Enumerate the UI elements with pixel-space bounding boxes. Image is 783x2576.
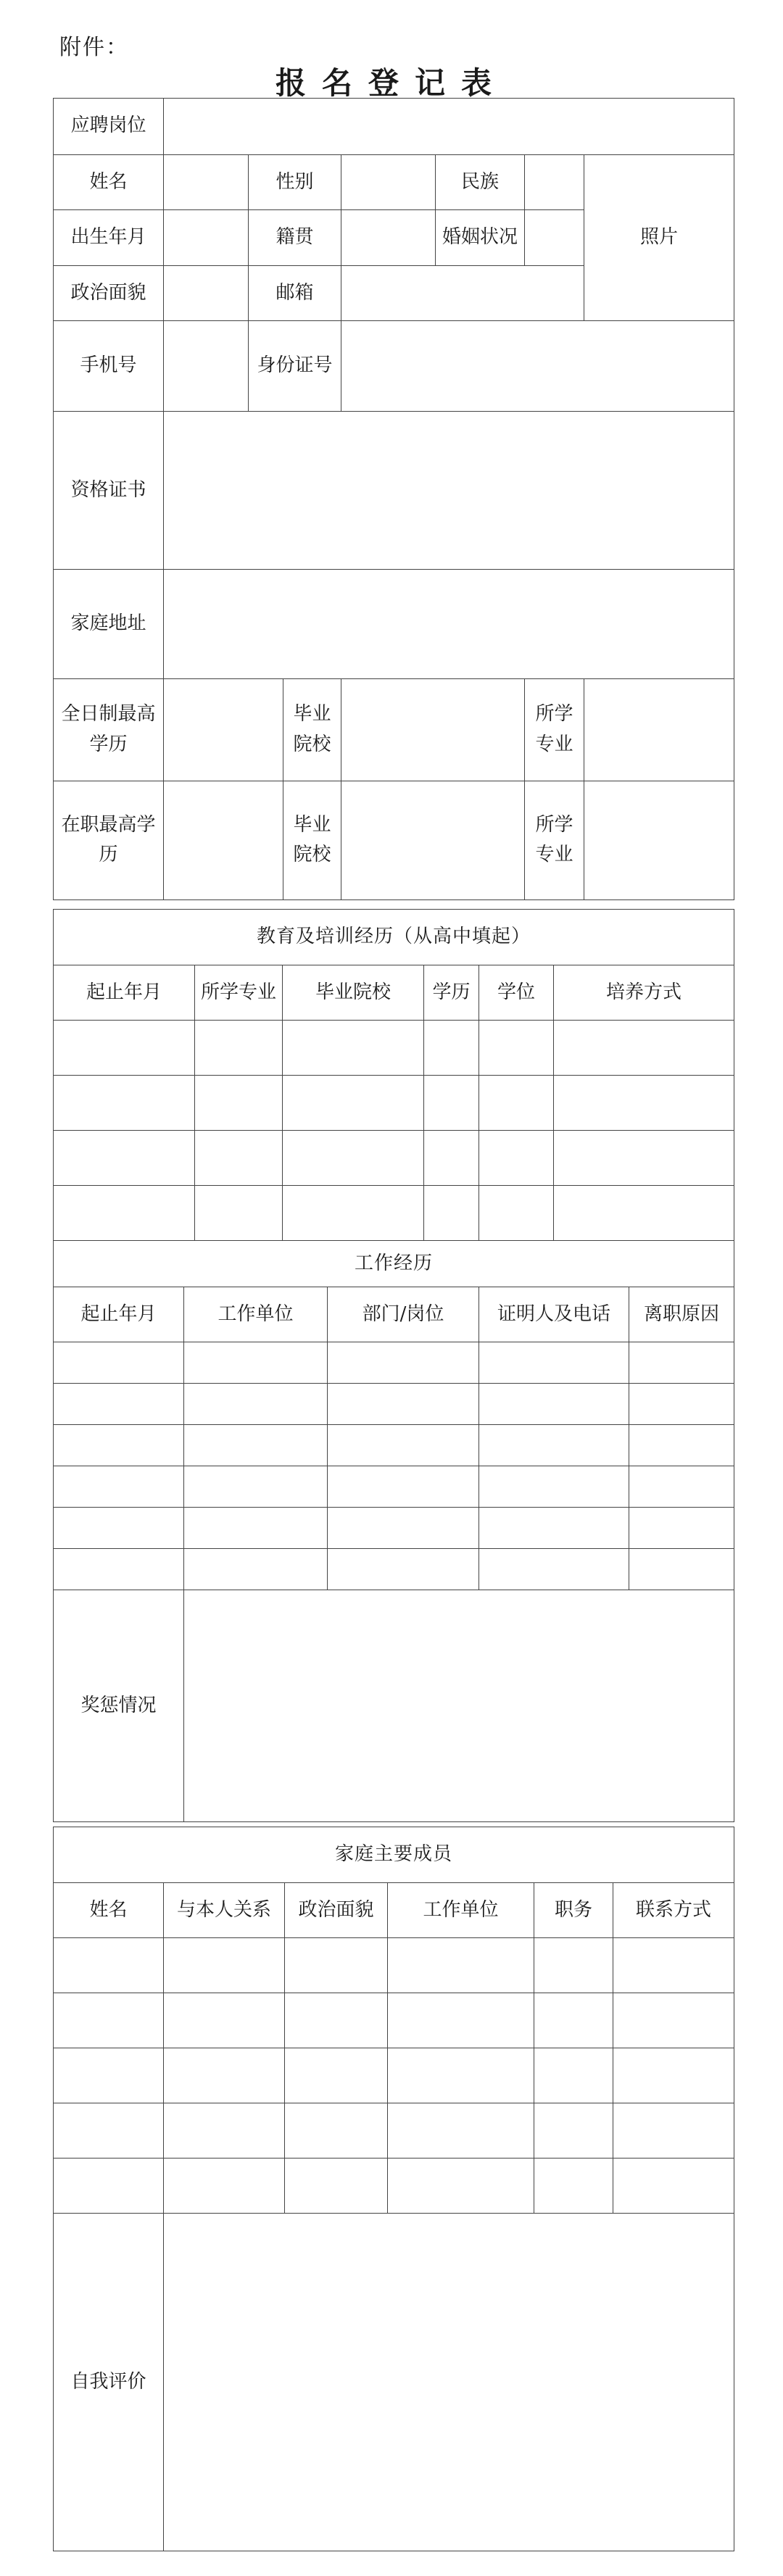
fulltime-major-label: 所学专业 — [525, 678, 584, 781]
edu-cell[interactable] — [424, 1186, 479, 1241]
qualification-field[interactable] — [164, 412, 734, 570]
native-place-field[interactable] — [341, 210, 436, 266]
family-row — [54, 1993, 734, 2048]
work-cell[interactable] — [54, 1425, 184, 1466]
qualification-label: 资格证书 — [54, 412, 164, 570]
work-row — [54, 1384, 734, 1425]
family-cell[interactable] — [613, 2159, 734, 2214]
work-cell[interactable] — [54, 1549, 184, 1590]
work-row — [54, 1549, 734, 1590]
edu-cell[interactable] — [554, 1131, 734, 1186]
basic-info-table — [53, 98, 734, 900]
family-row — [54, 2048, 734, 2103]
edu-col-degree: 学位 — [479, 965, 554, 1021]
work-cell[interactable] — [479, 1342, 629, 1384]
family-cell[interactable] — [164, 2048, 285, 2103]
family-cell[interactable] — [388, 2048, 534, 2103]
family-cell[interactable] — [534, 2048, 613, 2103]
work-cell[interactable] — [184, 1466, 328, 1508]
fulltime-school-field[interactable] — [341, 678, 525, 781]
edu-cell[interactable] — [479, 1186, 554, 1241]
edu-col-degree-level: 学历 — [424, 965, 479, 1021]
family-cell[interactable] — [54, 2159, 164, 2214]
edu-cell[interactable] — [554, 1021, 734, 1076]
fulltime-edu-label: 全日制最高学历 — [54, 678, 164, 781]
work-cell[interactable] — [54, 1508, 184, 1549]
family-col-name: 姓名 — [54, 1883, 164, 1938]
phone-field[interactable] — [164, 321, 249, 412]
family-cell[interactable] — [285, 1938, 388, 1993]
work-cell[interactable] — [54, 1466, 184, 1508]
work-cell[interactable] — [328, 1466, 479, 1508]
family-cell[interactable] — [388, 1993, 534, 2048]
work-row — [54, 1508, 734, 1549]
rewards-field[interactable] — [184, 1590, 734, 1822]
family-cell[interactable] — [54, 2103, 164, 2159]
work-col-reference: 证明人及电话 — [479, 1287, 629, 1342]
family-row — [54, 1938, 734, 1993]
family-cell[interactable] — [285, 2048, 388, 2103]
position-field[interactable] — [164, 99, 734, 155]
family-cell[interactable] — [534, 1938, 613, 1993]
phone-label: 手机号 — [54, 321, 164, 412]
work-cell[interactable] — [184, 1342, 328, 1384]
work-row — [54, 1425, 734, 1466]
education-row — [54, 1186, 734, 1241]
work-col-dept: 部门/岗位 — [328, 1287, 479, 1342]
family-cell[interactable] — [613, 1938, 734, 1993]
work-cell[interactable] — [328, 1425, 479, 1466]
work-cell[interactable] — [54, 1342, 184, 1384]
work-cell[interactable] — [184, 1425, 328, 1466]
family-cell[interactable] — [54, 1993, 164, 2048]
edu-cell[interactable] — [554, 1186, 734, 1241]
edu-cell[interactable] — [283, 1131, 424, 1186]
edu-cell[interactable] — [54, 1021, 195, 1076]
edu-col-major: 所学专业 — [195, 965, 283, 1021]
work-cell[interactable] — [479, 1384, 629, 1425]
birth-field[interactable] — [164, 210, 249, 266]
parttime-edu-field[interactable] — [164, 781, 283, 899]
address-field[interactable] — [164, 569, 734, 678]
parttime-school-field[interactable] — [341, 781, 525, 899]
family-row — [54, 2103, 734, 2159]
family-col-relation: 与本人关系 — [164, 1883, 285, 1938]
work-cell[interactable] — [479, 1549, 629, 1590]
gender-field[interactable] — [341, 154, 436, 210]
name-field[interactable] — [164, 154, 249, 210]
work-cell[interactable] — [328, 1549, 479, 1590]
rewards-label: 奖惩情况 — [54, 1590, 184, 1822]
family-cell[interactable] — [534, 2159, 613, 2214]
work-cell[interactable] — [479, 1466, 629, 1508]
work-cell[interactable] — [629, 1549, 734, 1590]
edu-col-school: 毕业院校 — [283, 965, 424, 1021]
work-cell[interactable] — [629, 1342, 734, 1384]
work-cell[interactable] — [184, 1508, 328, 1549]
parttime-major-label: 所学专业 — [525, 781, 584, 899]
edu-cell[interactable] — [479, 1076, 554, 1131]
fulltime-school-label: 毕业院校 — [283, 678, 341, 781]
work-cell[interactable] — [328, 1508, 479, 1549]
history-table — [53, 909, 734, 1822]
work-cell[interactable] — [184, 1549, 328, 1590]
family-cell[interactable] — [388, 2103, 534, 2159]
native-place-label: 籍贯 — [249, 210, 341, 266]
ethnicity-label: 民族 — [436, 154, 525, 210]
photo-cell[interactable]: 照片 — [584, 154, 734, 321]
gender-label: 性别 — [249, 154, 341, 210]
marital-label: 婚姻状况 — [436, 210, 525, 266]
parttime-school-label: 毕业院校 — [283, 781, 341, 899]
family-row — [54, 2159, 734, 2214]
edu-col-period: 起止年月 — [54, 965, 195, 1021]
family-col-political: 政治面貌 — [285, 1883, 388, 1938]
edu-cell[interactable] — [424, 1076, 479, 1131]
edu-cell[interactable] — [554, 1076, 734, 1131]
work-heading: 工作经历 — [54, 1241, 734, 1287]
work-cell[interactable] — [479, 1508, 629, 1549]
edu-cell[interactable] — [54, 1076, 195, 1131]
work-col-period: 起止年月 — [54, 1287, 184, 1342]
edu-cell[interactable] — [479, 1131, 554, 1186]
address-label: 家庭地址 — [54, 569, 164, 678]
family-cell[interactable] — [613, 2103, 734, 2159]
political-field[interactable] — [164, 265, 249, 321]
edu-cell[interactable] — [283, 1186, 424, 1241]
work-row — [54, 1342, 734, 1384]
family-cell[interactable] — [534, 1993, 613, 2048]
education-row — [54, 1131, 734, 1186]
family-cell[interactable] — [164, 2103, 285, 2159]
family-cell[interactable] — [388, 2159, 534, 2214]
family-cell[interactable] — [164, 1993, 285, 2048]
family-cell[interactable] — [613, 1993, 734, 2048]
work-cell[interactable] — [629, 1384, 734, 1425]
edu-cell[interactable] — [479, 1021, 554, 1076]
self-eval-field[interactable] — [164, 2214, 734, 2551]
family-table — [53, 1827, 734, 2551]
edu-cell[interactable] — [283, 1076, 424, 1131]
family-col-title: 职务 — [534, 1883, 613, 1938]
self-eval-label: 自我评价 — [54, 2214, 164, 2551]
email-label: 邮箱 — [249, 265, 341, 321]
family-col-contact: 联系方式 — [613, 1883, 734, 1938]
attachment-label: 附件： — [59, 35, 129, 60]
parttime-major-field[interactable] — [584, 781, 734, 899]
education-heading: 教育及培训经历（从高中填起） — [54, 910, 734, 965]
family-heading: 家庭主要成员 — [54, 1827, 734, 1883]
form-title: 报名登记表 — [275, 65, 508, 101]
work-cell[interactable] — [54, 1384, 184, 1425]
edu-cell[interactable] — [424, 1131, 479, 1186]
family-cell[interactable] — [534, 2103, 613, 2159]
edu-cell[interactable] — [195, 1021, 283, 1076]
family-cell[interactable] — [285, 1993, 388, 2048]
work-cell[interactable] — [629, 1466, 734, 1508]
family-cell[interactable] — [388, 1938, 534, 1993]
name-label: 姓名 — [54, 154, 164, 210]
marital-field[interactable] — [525, 210, 584, 266]
education-row — [54, 1076, 734, 1131]
family-cell[interactable] — [285, 2159, 388, 2214]
education-row — [54, 1021, 734, 1076]
work-cell[interactable] — [629, 1425, 734, 1466]
position-label: 应聘岗位 — [54, 99, 164, 155]
work-cell[interactable] — [328, 1342, 479, 1384]
work-col-employer: 工作单位 — [184, 1287, 328, 1342]
family-col-employer: 工作单位 — [388, 1883, 534, 1938]
edu-cell[interactable] — [424, 1021, 479, 1076]
id-number-field[interactable] — [341, 321, 734, 412]
edu-cell[interactable] — [195, 1076, 283, 1131]
work-cell[interactable] — [479, 1425, 629, 1466]
family-cell[interactable] — [613, 2048, 734, 2103]
edu-col-method: 培养方式 — [554, 965, 734, 1021]
family-cell[interactable] — [164, 1938, 285, 1993]
political-label: 政治面貌 — [54, 265, 164, 321]
family-cell[interactable] — [54, 1938, 164, 1993]
fulltime-edu-field[interactable] — [164, 678, 283, 781]
work-row — [54, 1466, 734, 1508]
birth-label: 出生年月 — [54, 210, 164, 266]
work-cell[interactable] — [328, 1384, 479, 1425]
edu-cell[interactable] — [195, 1131, 283, 1186]
ethnicity-field[interactable] — [525, 154, 584, 210]
fulltime-major-field[interactable] — [584, 678, 734, 781]
id-number-label: 身份证号 — [249, 321, 341, 412]
work-cell[interactable] — [184, 1384, 328, 1425]
edu-cell[interactable] — [283, 1021, 424, 1076]
work-cell[interactable] — [629, 1508, 734, 1549]
family-cell[interactable] — [54, 2048, 164, 2103]
work-col-reason: 离职原因 — [629, 1287, 734, 1342]
edu-cell[interactable] — [54, 1186, 195, 1241]
edu-cell[interactable] — [195, 1186, 283, 1241]
family-cell[interactable] — [285, 2103, 388, 2159]
email-field[interactable] — [341, 265, 584, 321]
parttime-edu-label: 在职最高学历 — [54, 781, 164, 899]
family-cell[interactable] — [164, 2159, 285, 2214]
edu-cell[interactable] — [54, 1131, 195, 1186]
